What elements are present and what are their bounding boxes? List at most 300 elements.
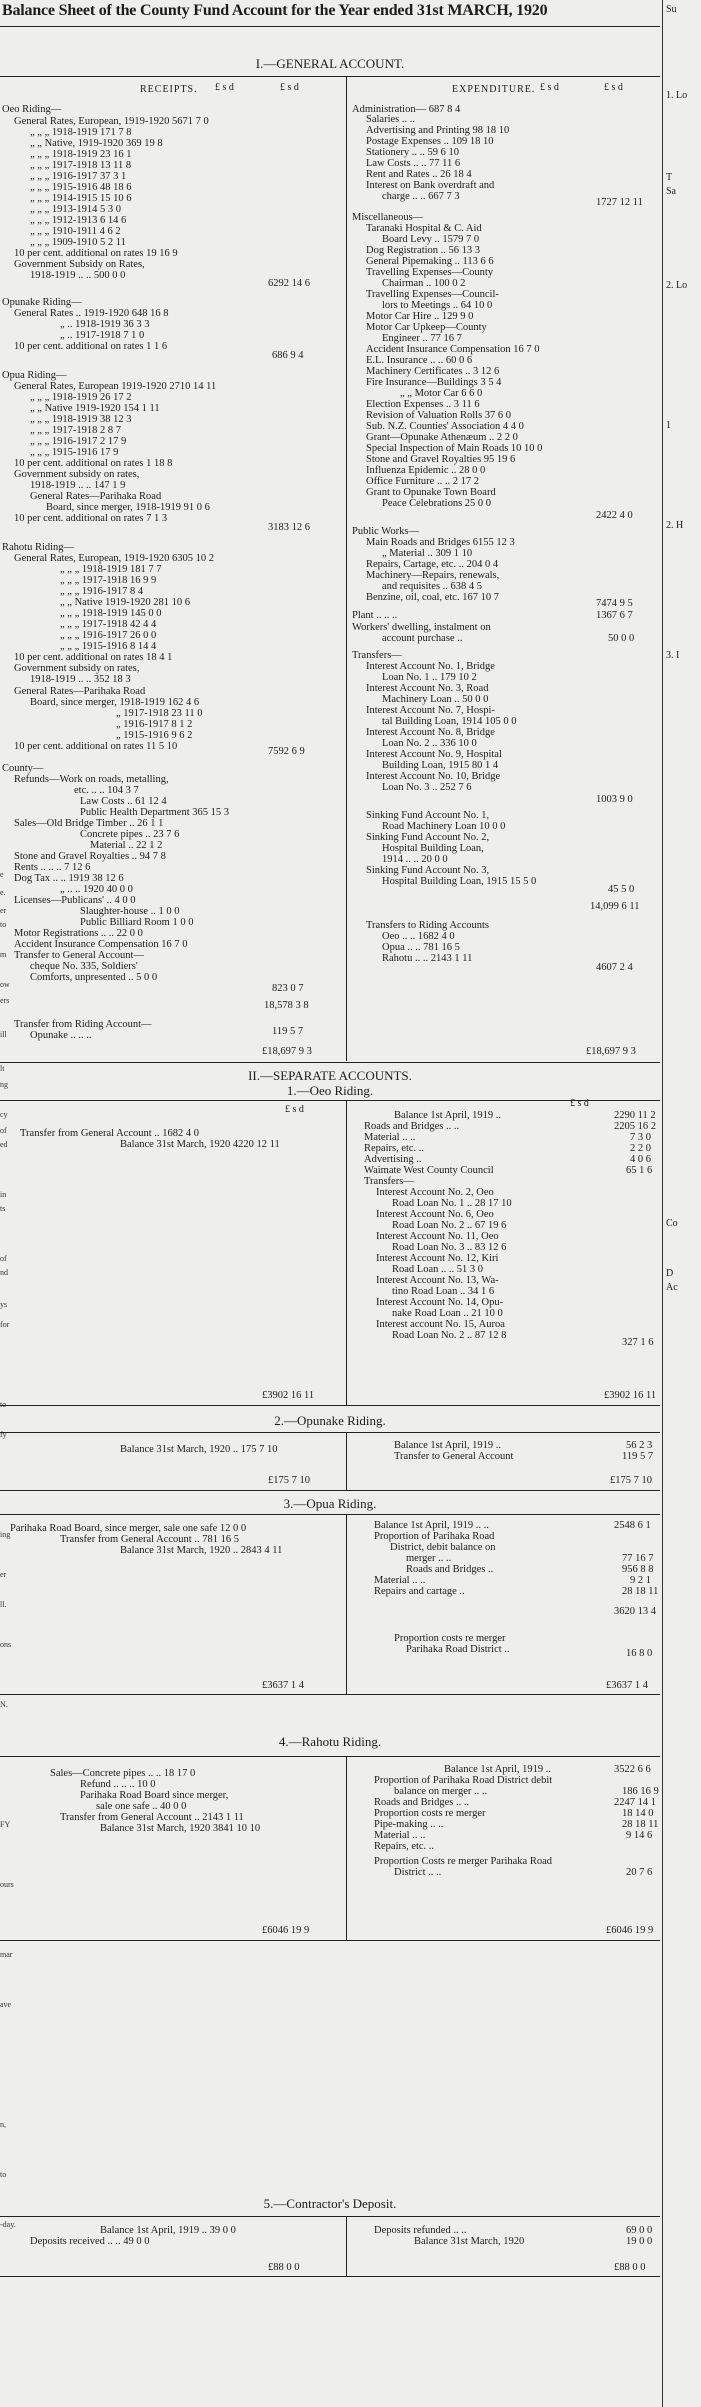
- opunake-right-line: Transfer to General Account: [394, 1451, 514, 1462]
- general-rule-top: [0, 76, 660, 77]
- receipts-line: „ „ „ 1918-1919 181 7 7: [60, 564, 162, 575]
- expenditure-line: Transfers to Riding Accounts: [366, 920, 489, 931]
- expenditure-line: Board Levy .. 1579 7 0: [382, 234, 480, 245]
- opua-right-line: Roads and Bridges ..: [406, 1564, 494, 1575]
- general-center-rule: [346, 76, 347, 1061]
- oeo-lsd-right: £ s d: [570, 1098, 589, 1109]
- receipts-line: Opunake Riding—: [2, 297, 82, 308]
- opua-left-line: Balance 31st March, 1920 .. 2843 4 11: [120, 1545, 283, 1556]
- oeo-left-line: Transfer from General Account .. 1682 4 0: [20, 1128, 199, 1139]
- oeo-right-line: Interest Account No. 12, Kiri: [376, 1253, 499, 1264]
- rahotu-right-line: 9 14 6: [626, 1830, 653, 1841]
- rahotu-right-line: £6046 19 9: [606, 1925, 654, 1936]
- expenditure-line: 1727 12 11: [596, 197, 643, 208]
- expenditure-heading: EXPENDITURE.: [452, 84, 536, 95]
- left-column-text: n,: [0, 2120, 6, 2129]
- receipts-line: „ „ „ 1918-1919 145 0 0: [60, 608, 162, 619]
- receipts-line: „ „ „ 1918-1919 171 7 8: [30, 127, 132, 138]
- receipts-line: „ „ „ 1917-1918 16 9 9: [60, 575, 157, 586]
- expenditure-line: Hospital Building Loan, 1915 15 5 0: [382, 876, 537, 887]
- receipts-line: General Rates, European, 1919-1920 5671 7 0: [14, 116, 209, 127]
- oeo-right-line: Interest Account No. 2, Oeo: [376, 1187, 494, 1198]
- receipts-line: 10 per cent. additional on rates 18 4 1: [14, 652, 173, 663]
- expenditure-line: 7474 9 5: [596, 598, 633, 609]
- opua-right-line: 956 8 8: [622, 1564, 654, 1575]
- left-column-text: FY: [0, 1820, 11, 1829]
- receipts-line: Rents .. .. .. 7 12 6: [14, 862, 91, 873]
- expenditure-line: Advertising and Printing 98 18 10: [366, 125, 510, 136]
- rahotu-right-line: Proportion costs re merger: [374, 1808, 486, 1819]
- receipts-line: General Rates, European 1919-1920 2710 14 11: [14, 381, 217, 392]
- expenditure-line: 4607 2 4: [596, 962, 633, 973]
- expenditure-line: Law Costs .. .. 77 11 6: [366, 158, 461, 169]
- left-column-text: ow: [0, 980, 10, 989]
- oeo-right-line: Interest Account No. 14, Opu-: [376, 1297, 504, 1308]
- expenditure-line: Motor Car Hire .. 129 9 0: [366, 311, 474, 322]
- expenditure-line: Interest Account No. 7, Hospi-: [366, 705, 495, 716]
- opua-right-line: Proportion of Parihaka Road: [374, 1531, 495, 1542]
- expenditure-lsd-1: £ s d: [540, 82, 559, 93]
- rahotu-right-line: Proportion of Parihaka Road District debit: [374, 1775, 553, 1786]
- left-column-text: ng: [0, 1080, 8, 1089]
- receipts-line: „ 1915-1916 9 6 2: [116, 730, 193, 741]
- oeo-rule-top: [0, 1100, 660, 1101]
- opua-right-line: 3620 13 4: [614, 1606, 656, 1617]
- opua-right-line: 77 16 7: [622, 1553, 654, 1564]
- opua-right-line: Balance 1st April, 1919 .. ..: [374, 1520, 489, 1531]
- oeo-right-line: Transfers—: [364, 1176, 414, 1187]
- opua-right-line: Material .. ..: [374, 1575, 426, 1586]
- expenditure-line: Benzine, oil, coal, etc. 167 10 7: [366, 592, 499, 603]
- expenditure-line: Election Expenses .. 3 11 6: [366, 399, 480, 410]
- oeo-lsd-left: £ s d: [285, 1104, 304, 1115]
- adjacent-column-text: T: [666, 172, 673, 183]
- receipts-line: „ „ „ 1918-1919 38 12 3: [30, 414, 132, 425]
- opua-left-line: Transfer from General Account .. 781 16 5: [60, 1534, 239, 1545]
- receipts-line: Motor Registrations .. .. 22 0 0: [14, 928, 143, 939]
- left-column-text: to: [0, 2170, 7, 2179]
- receipts-line: Concrete pipes .. 23 7 6: [80, 829, 180, 840]
- oeo-right-line: Road Loan .. .. 51 3 0: [392, 1264, 483, 1275]
- receipts-line: „ „ „ 1915-1916 8 14 4: [60, 641, 157, 652]
- oeo-left-line: £3902 16 11: [262, 1390, 315, 1401]
- rahotu-left-line: sale one safe .. 40 0 0: [96, 1801, 187, 1812]
- rahotu-right-line: 3522 6 6: [614, 1764, 651, 1775]
- receipts-line: Opua Riding—: [2, 370, 67, 381]
- receipts-line: 3183 12 6: [268, 522, 310, 533]
- separate-accounts-title: II.—SEPARATE ACCOUNTS.: [248, 1068, 412, 1083]
- left-column-text: lt: [0, 1064, 5, 1073]
- opua-right-line: merger .. ..: [406, 1553, 452, 1564]
- receipts-line: Comforts, unpresented .. 5 0 0: [30, 972, 158, 983]
- contractor-left-line: Deposits received .. .. 49 0 0: [30, 2236, 150, 2247]
- opua-right-line: 16 8 0: [626, 1648, 653, 1659]
- expenditure-line: Revision of Valuation Rolls 37 6 0: [366, 410, 512, 421]
- expenditure-line: Peace Celebrations 25 0 0: [382, 498, 492, 509]
- receipts-line: Transfer to General Account—: [14, 950, 144, 961]
- oeo-riding-title: 1.—Oeo Riding.: [286, 1083, 374, 1098]
- receipts-line: Government Subsidy on Rates,: [14, 259, 145, 270]
- receipts-line: County—: [2, 763, 44, 774]
- opunake-rule-bottom: [0, 1490, 660, 1491]
- opua-right-line: Repairs and cartage ..: [374, 1586, 465, 1597]
- expenditure-line: Office Furniture .. .. 2 17 2: [366, 476, 479, 487]
- receipts-line: 1918-1919 .. .. 500 0 0: [30, 270, 126, 281]
- receipts-line: Government subsidy on rates,: [14, 663, 140, 674]
- oeo-right-line: 327 1 6: [622, 1337, 654, 1348]
- opua-center-rule: [346, 1514, 347, 1694]
- oeo-right-line: 2290 11 2: [614, 1110, 656, 1121]
- title-rule: [0, 26, 660, 27]
- receipts-line: „ „ „ 1915-1916 48 18 6: [30, 182, 132, 193]
- receipts-line: „ „ Native 1919-1920 281 10 6: [60, 597, 191, 608]
- oeo-right-line: tino Road Loan .. 34 1 6: [392, 1286, 495, 1297]
- expenditure-line: Dog Registration .. 56 13 3: [366, 245, 481, 256]
- receipts-line: 18,578 3 8: [264, 1000, 309, 1011]
- left-column-text: ers: [0, 996, 10, 1005]
- left-column-text: cy: [0, 1110, 8, 1119]
- rahotu-right-line: Balance 1st April, 1919 ..: [444, 1764, 552, 1775]
- oeo-left-line: Balance 31st March, 1920 4220 12 11: [120, 1139, 280, 1150]
- receipts-line: „ .. 1917-1918 7 1 0: [60, 330, 145, 341]
- adjacent-column-fragment: [662, 0, 701, 2407]
- opua-rule-bottom: [0, 1694, 660, 1695]
- left-column-text: in: [0, 1190, 7, 1199]
- receipts-line: 1918-1919 .. .. 352 18 3: [30, 674, 131, 685]
- expenditure-line: charge .. .. 667 7 3: [382, 191, 460, 202]
- receipts-line: „ „ „ 1918-1919 23 16 1: [30, 149, 132, 160]
- rahotu-left-line: Transfer from General Account .. 2143 1 11: [60, 1812, 244, 1823]
- receipts-line: 10 per cent. additional on rates 19 16 9: [14, 248, 178, 259]
- expenditure-lsd-2: £ s d: [604, 82, 623, 93]
- expenditure-line: Motor Car Upkeep—County: [366, 322, 487, 333]
- adjacent-column-text: Sa: [666, 186, 676, 197]
- expenditure-line: Accident Insurance Compensation 16 7 0: [366, 344, 540, 355]
- oeo-right-line: Repairs, etc. ..: [364, 1143, 425, 1154]
- opunake-rule-top: [0, 1432, 660, 1433]
- adjacent-column-text: 2. H: [666, 520, 684, 531]
- oeo-right-line: 7 3 0: [630, 1132, 651, 1143]
- expenditure-line: Repairs, Cartage, etc. .. 204 0 4: [366, 559, 499, 570]
- oeo-right-line: 2 2 0: [630, 1143, 651, 1154]
- receipts-line: etc. .. .. 104 3 7: [74, 785, 139, 796]
- expenditure-line: £18,697 9 3: [586, 1046, 636, 1057]
- rahotu-right-line: Material .. ..: [374, 1830, 426, 1841]
- left-column-text: ts: [0, 1204, 6, 1213]
- receipts-line: 686 9 4: [272, 350, 304, 361]
- receipts-line: 7592 6 9: [268, 746, 305, 757]
- adjacent-column-text: 1: [666, 420, 671, 431]
- expenditure-line: Opua .. .. 781 16 5: [382, 942, 460, 953]
- expenditure-line: Oeo .. .. 1682 4 0: [382, 931, 455, 942]
- receipts-line: „ „ Native, 1919-1920 369 19 8: [30, 138, 163, 149]
- expenditure-line: tal Building Loan, 1914 105 0 0: [382, 716, 517, 727]
- receipts-line: „ .. 1918-1919 36 3 3: [60, 319, 150, 330]
- expenditure-line: Hospital Building Loan,: [382, 843, 484, 854]
- expenditure-line: Sub. N.Z. Counties' Association 4 4 0: [366, 421, 524, 432]
- receipts-line: „ „ „ 1916-1917 2 17 9: [30, 436, 127, 447]
- expenditure-line: Main Roads and Bridges 6155 12 3: [366, 537, 515, 548]
- left-column-text: ys: [0, 1300, 8, 1309]
- rahotu-left-line: Parihaka Road Board since merger,: [80, 1790, 229, 1801]
- receipts-line: Transfer from Riding Account—: [14, 1019, 152, 1030]
- receipts-line: „ „ „ 1909-1910 5 2 11: [30, 237, 126, 248]
- contractor-right-line: 69 0 0: [626, 2225, 653, 2236]
- expenditure-line: 2422 4 0: [596, 510, 633, 521]
- rahotu-left-line: Refund .. .. .. 10 0: [80, 1779, 156, 1790]
- left-column-text: of: [0, 1254, 7, 1263]
- rahotu-rule-bottom: [0, 1940, 660, 1941]
- receipts-line: „ „ „ 1917-1918 42 4 4: [60, 619, 157, 630]
- receipts-line: Law Costs .. 61 12 4: [80, 796, 167, 807]
- expenditure-line: Interest Account No. 9, Hospital: [366, 749, 502, 760]
- left-column-text: ll.: [0, 1600, 7, 1609]
- receipts-line: Opunake .. .. ..: [30, 1030, 92, 1041]
- expenditure-line: Building Loan, 1915 80 1 4: [382, 760, 499, 771]
- expenditure-line: 1914 .. .. 20 0 0: [382, 854, 448, 865]
- expenditure-line: Stone and Gravel Royalties 95 19 6: [366, 454, 516, 465]
- expenditure-line: Interest Account No. 3, Road: [366, 683, 489, 694]
- oeo-right-line: nake Road Loan .. 21 10 0: [392, 1308, 503, 1319]
- receipts-line: „ .. .. 1920 40 0 0: [60, 884, 133, 895]
- rahotu-right-line: 28 18 11: [622, 1819, 659, 1830]
- expenditure-line: Fire Insurance—Buildings 3 5 4: [366, 377, 502, 388]
- oeo-right-line: Road Loan No. 2 .. 67 19 6: [392, 1220, 507, 1231]
- oeo-center-rule: [346, 1100, 347, 1405]
- receipts-line: 823 0 7: [272, 983, 304, 994]
- general-account-title: I.—GENERAL ACCOUNT.: [255, 56, 405, 71]
- receipts-line: „ „ „ 1918-1919 26 17 2: [30, 392, 132, 403]
- expenditure-line: Loan No. 1 .. 179 10 2: [382, 672, 477, 683]
- receipts-line: cheque No. 335, Soldiers': [30, 961, 138, 972]
- receipts-line: „ „ „ 1916-1917 26 0 0: [60, 630, 157, 641]
- oeo-right-line: Roads and Bridges .. ..: [364, 1121, 460, 1132]
- left-column-text: e: [0, 870, 4, 879]
- receipts-line: General Rates—Parihaka Road: [30, 491, 162, 502]
- receipts-line: Slaughter-house .. 1 0 0: [80, 906, 180, 917]
- receipts-line: Oeo Riding—: [2, 104, 62, 115]
- receipts-line: 1918-1919 .. .. 147 1 9: [30, 480, 126, 491]
- expenditure-line: Road Machinery Loan 10 0 0: [382, 821, 506, 832]
- contractor-right-line: £88 0 0: [614, 2262, 646, 2273]
- opua-right-line: 28 18 11: [622, 1586, 659, 1597]
- left-column-text: for: [0, 1320, 10, 1329]
- opunake-riding-title: 2.—Opunake Riding.: [274, 1413, 386, 1428]
- rahotu-right-line: balance on merger .. ..: [394, 1786, 488, 1797]
- oeo-right-line: Road Loan No. 2 .. 87 12 8: [392, 1330, 507, 1341]
- opua-rule-top: [0, 1514, 660, 1515]
- receipts-heading: RECEIPTS.: [140, 84, 198, 95]
- rahotu-left-line: Balance 31st March, 1920 3841 10 10: [100, 1823, 261, 1834]
- left-column-text: -day.: [0, 2220, 16, 2229]
- contractor-left-line: Balance 1st April, 1919 .. 39 0 0: [100, 2225, 236, 2236]
- left-column-text: er: [0, 906, 7, 915]
- opunake-right-line: Balance 1st April, 1919 ..: [394, 1440, 502, 1451]
- receipts-lsd-1: £ s d: [215, 82, 234, 93]
- contractor-rule-top: [0, 2216, 660, 2217]
- receipts-line: Licenses—Publicans' .. 4 0 0: [14, 895, 136, 906]
- opua-left-line: Parihaka Road Board, since merger, sale one safe 12 0 0: [10, 1523, 247, 1534]
- expenditure-line: Postage Expenses .. 109 18 10: [366, 136, 494, 147]
- left-column-fragment: [0, 95, 16, 2375]
- receipts-line: Material .. 22 1 2: [90, 840, 163, 851]
- expenditure-line: Machinery Certificates .. 3 12 6: [366, 366, 500, 377]
- opua-left-line: £3637 1 4: [262, 1680, 304, 1691]
- rahotu-center-rule: [346, 1756, 347, 1940]
- opunake-center-rule: [346, 1432, 347, 1490]
- opunake-right-line: £175 7 10: [610, 1475, 652, 1486]
- expenditure-line: Travelling Expenses—County: [366, 267, 494, 278]
- opua-right-line: 2548 6 1: [614, 1520, 651, 1531]
- expenditure-line: General Pipemaking .. 113 6 6: [366, 256, 494, 267]
- rahotu-left-line: £6046 19 9: [262, 1925, 310, 1936]
- contractor-right-line: 19 0 0: [626, 2236, 653, 2247]
- expenditure-line: „ Material .. 309 1 10: [382, 548, 473, 559]
- receipts-line: „ „ „ 1913-1914 5 3 0: [30, 204, 121, 215]
- receipts-line: 10 per cent. additional on rates 1 1 6: [14, 341, 168, 352]
- receipts-line: „ „ Native 1919-1920 154 1 11: [30, 403, 160, 414]
- receipts-line: „ „ „ 1916-1917 8 4: [60, 586, 144, 597]
- oeo-right-line: Advertising ..: [364, 1154, 422, 1165]
- expenditure-line: Transfers—: [352, 650, 402, 661]
- opunake-right-line: 56 2 3: [626, 1440, 653, 1451]
- receipts-line: General Rates .. 1919-1920 648 16 8: [14, 308, 169, 319]
- expenditure-line: Special Inspection of Main Roads 10 10 0: [366, 443, 543, 454]
- left-column-text: nd: [0, 1268, 8, 1277]
- expenditure-line: and requisites .. 638 4 5: [382, 581, 483, 592]
- expenditure-line: Interest Account No. 1, Bridge: [366, 661, 495, 672]
- receipts-line: 119 5 7: [272, 1026, 304, 1037]
- rahotu-right-line: Repairs, etc. ..: [374, 1841, 435, 1852]
- opua-right-line: Proportion costs re merger: [394, 1633, 506, 1644]
- receipts-lsd-2: £ s d: [280, 82, 299, 93]
- rahotu-right-line: 186 16 9: [622, 1786, 659, 1797]
- opua-riding-title: 3.—Opua Riding.: [283, 1496, 377, 1511]
- left-column-text: ing: [0, 1530, 11, 1539]
- opua-right-line: £3637 1 4: [606, 1680, 648, 1691]
- contractor-deposit-title: 5.—Contractor's Deposit.: [263, 2196, 397, 2211]
- left-column-text: of: [0, 1126, 7, 1135]
- adjacent-column-text: 1. Lo: [666, 90, 688, 101]
- left-column-text: N.: [0, 1700, 8, 1709]
- receipts-line: £18,697 9 3: [262, 1046, 312, 1057]
- opunake-left-line: Balance 31st March, 1920 .. 175 7 10: [120, 1444, 278, 1455]
- receipts-line: 10 per cent. additional on rates 7 1 3: [14, 513, 168, 524]
- left-column-text: fy: [0, 1430, 7, 1439]
- receipts-line: 6292 14 6: [268, 278, 310, 289]
- expenditure-line: Sinking Fund Account No. 1,: [366, 810, 490, 821]
- oeo-right-line: Road Loan No. 3 .. 83 12 6: [392, 1242, 507, 1253]
- expenditure-line: Rent and Rates .. 26 18 4: [366, 169, 472, 180]
- receipts-line: 10 per cent. additional on rates 11 5 10: [14, 741, 178, 752]
- expenditure-line: Engineer .. 77 16 7: [382, 333, 462, 344]
- expenditure-line: Interest Account No. 10, Bridge: [366, 771, 501, 782]
- receipts-line: Board, since merger, 1918-1919 91 0 6: [46, 502, 210, 513]
- receipts-line: Sales—Old Bridge Timber .. 26 1 1: [14, 818, 164, 829]
- rahotu-right-line: Roads and Bridges .. ..: [374, 1797, 470, 1808]
- expenditure-line: Public Works—: [352, 526, 419, 537]
- left-column-text: m: [0, 950, 7, 959]
- receipts-line: Stone and Gravel Royalties .. 94 7 8: [14, 851, 166, 862]
- receipts-line: „ „ „ 1915-1916 17 9: [30, 447, 119, 458]
- expenditure-line: Miscellaneous—: [352, 212, 424, 223]
- oeo-rule-bottom: [0, 1405, 660, 1406]
- receipts-line: Government subsidy on rates,: [14, 469, 140, 480]
- contractor-rule-bottom: [0, 2276, 660, 2277]
- expenditure-line: Grant to Opunake Town Board: [366, 487, 496, 498]
- opunake-left-line: £175 7 10: [268, 1475, 310, 1486]
- oeo-right-line: 2205 16 2: [614, 1121, 656, 1132]
- expenditure-line: Taranaki Hospital & C. Aid: [366, 223, 482, 234]
- receipts-line: Public Health Department 365 15 3: [80, 807, 230, 818]
- adjacent-column-text: Su: [666, 4, 677, 15]
- receipts-line: Accident Insurance Compensation 16 7 0: [14, 939, 188, 950]
- oeo-right-line: Interest Account No. 13, Wa-: [376, 1275, 499, 1286]
- expenditure-line: Stationery .. .. 59 6 10: [366, 147, 460, 158]
- receipts-line: General Rates, European, 1919-1920 6305 10 2: [14, 553, 215, 564]
- receipts-line: 10 per cent. additional on rates 1 18 8: [14, 458, 173, 469]
- contractor-center-rule: [346, 2216, 347, 2276]
- oeo-right-line: Waimate West County Council: [364, 1165, 494, 1176]
- receipts-line: Dog Tax .. .. 1919 38 12 6: [14, 873, 124, 884]
- adjacent-column-text: Ac: [666, 1282, 678, 1293]
- rahotu-right-line: Pipe-making .. ..: [374, 1819, 444, 1830]
- expenditure-line: Interest on Bank overdraft and: [366, 180, 495, 191]
- left-column-text: er: [0, 1570, 7, 1579]
- contractor-left-line: £88 0 0: [268, 2262, 300, 2273]
- opua-right-line: Parihaka Road District ..: [406, 1644, 510, 1655]
- expenditure-line: Administration— 687 8 4: [352, 104, 461, 115]
- contractor-right-line: Balance 31st March, 1920: [414, 2236, 525, 2247]
- expenditure-line: Salaries .. ..: [366, 114, 415, 125]
- adjacent-column-text: Co: [666, 1218, 678, 1229]
- receipts-line: „ „ „ 1917-1918 2 8 7: [30, 425, 121, 436]
- adjacent-column-text: 3. I: [666, 650, 680, 661]
- oeo-right-line: Material .. ..: [364, 1132, 416, 1143]
- left-column-text: e.: [0, 888, 6, 897]
- oeo-right-line: Road Loan No. 1 .. 28 17 10: [392, 1198, 512, 1209]
- rahotu-left-line: Sales—Concrete pipes .. .. 18 17 0: [50, 1768, 196, 1779]
- expenditure-line: Loan No. 3 .. 252 7 6: [382, 782, 472, 793]
- rahotu-right-line: 2247 14 1: [614, 1797, 656, 1808]
- receipts-line: Refunds—Work on roads, metalling,: [14, 774, 169, 785]
- rahotu-right-line: Proportion Costs re merger Parihaka Road: [374, 1856, 552, 1867]
- oeo-right-line: Interest Account No. 11, Oeo: [376, 1231, 499, 1242]
- receipts-line: „ „ „ 1912-1913 6 14 6: [30, 215, 127, 226]
- left-column-text: ons: [0, 1640, 12, 1649]
- expenditure-line: Chairman .. 100 0 2: [382, 278, 466, 289]
- oeo-right-line: 65 1 6: [626, 1165, 653, 1176]
- receipts-line: Public Billiard Room 1 0 0: [80, 917, 194, 928]
- receipts-line: Rahotu Riding—: [2, 542, 75, 553]
- left-column-text: ave: [0, 2000, 12, 2009]
- expenditure-line: account purchase ..: [382, 633, 463, 644]
- general-rule-bottom: [0, 1062, 660, 1063]
- contractor-right-line: Deposits refunded .. ..: [374, 2225, 467, 2236]
- expenditure-line: Sinking Fund Account No. 2,: [366, 832, 490, 843]
- expenditure-line: 14,099 6 11: [590, 901, 640, 912]
- left-column-text: ours: [0, 1880, 14, 1889]
- expenditure-line: Travelling Expenses—Council-: [366, 289, 499, 300]
- opunake-right-line: 119 5 7: [622, 1451, 654, 1462]
- expenditure-line: 50 0 0: [608, 633, 635, 644]
- expenditure-line: Machinery Loan .. 50 0 0: [382, 694, 489, 705]
- expenditure-line: Plant .. .. ..: [352, 610, 398, 621]
- adjacent-column-text: 2. Lo: [666, 280, 688, 291]
- expenditure-line: Machinery—Repairs, renewals,: [366, 570, 500, 581]
- oeo-right-line: £3902 16 11: [604, 1390, 657, 1401]
- expenditure-line: Workers' dwelling, instalment on: [352, 622, 491, 633]
